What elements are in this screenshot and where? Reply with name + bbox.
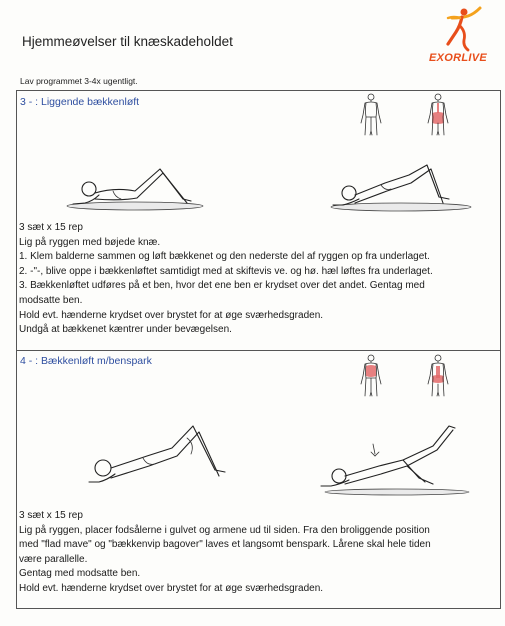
exorlive-logo [418,4,498,68]
exercise-4-end-illustration [315,420,480,500]
instruction-line: Hold evt. hænderne krydset over brystet for at øge sværhedsgraden. [19,309,324,321]
instruction-line: Gentag med modsatte ben. [19,568,141,580]
exercise-4-section [17,350,500,608]
instruction-line: 3 sæt x 15 rep [19,510,83,521]
glute-highlight [432,112,444,124]
exercise-4-title: 4 - : Bækkenløft m/benspark [20,355,152,367]
instruction-line: Lig på ryggen med bøjede knæ. [19,236,161,248]
instruction-line: modsatte ben. [19,294,83,306]
logo-text: EXORLIVE [428,52,488,64]
abdomen-highlight [366,365,376,377]
exercise-3-title: 3 - : Liggende bækkenløft [20,96,140,108]
anatomy-front-icon [354,354,388,398]
instruction-line: Lig på ryggen, placer fodsålerne i gulvet og armene ud til siden. Fra den broliggende position [19,524,430,536]
exercise-sheet [16,90,501,609]
page-title: Hjemmeøvelser til knæskadeholdet [22,34,233,49]
instruction-line: 3 sæt x 15 rep [19,222,83,233]
instruction-line: Undgå at bækkenet kæntrer under bevægelsen. [19,324,232,336]
instruction-line: være parallelle. [19,553,88,565]
exercise-3-start-illustration [65,151,215,216]
exercise-3-end-illustration [327,153,482,215]
instruction-line: Hold evt. hænderne krydset over brystet for at øge sværhedsgraden. [19,582,324,594]
instruction-line: 2. -"-, blive oppe i bækkenløftet samtidigt med at skiftevis ve. og hø. hæl løftes fra underlaget. [19,265,433,277]
instruction-line: 3. Bækkenløftet udføres på et ben, hvor det ene ben er krydset over det andet. Gentag med [19,280,425,292]
runner-logo-icon [418,4,498,54]
schedule-note: Lav programmet 3-4x ugentligt. [20,76,138,86]
anatomy-back-icon [421,93,455,137]
instruction-line: med "flad mave" og "bækkenvip bagover" laves et langsomt benspark. Lårene skal hele tiden [19,539,431,551]
anatomy-back-icon [421,354,455,398]
exercise-4-description [19,509,497,597]
instruction-line: 1. Klem balderne sammen og løft bækkenet og den nederste del af ryggen op fra underlaget. [19,251,430,263]
exercise-4-start-illustration [77,418,247,498]
exercise-3-section [17,91,500,351]
anatomy-front-icon [354,93,388,137]
exercise-3-description [19,221,497,338]
